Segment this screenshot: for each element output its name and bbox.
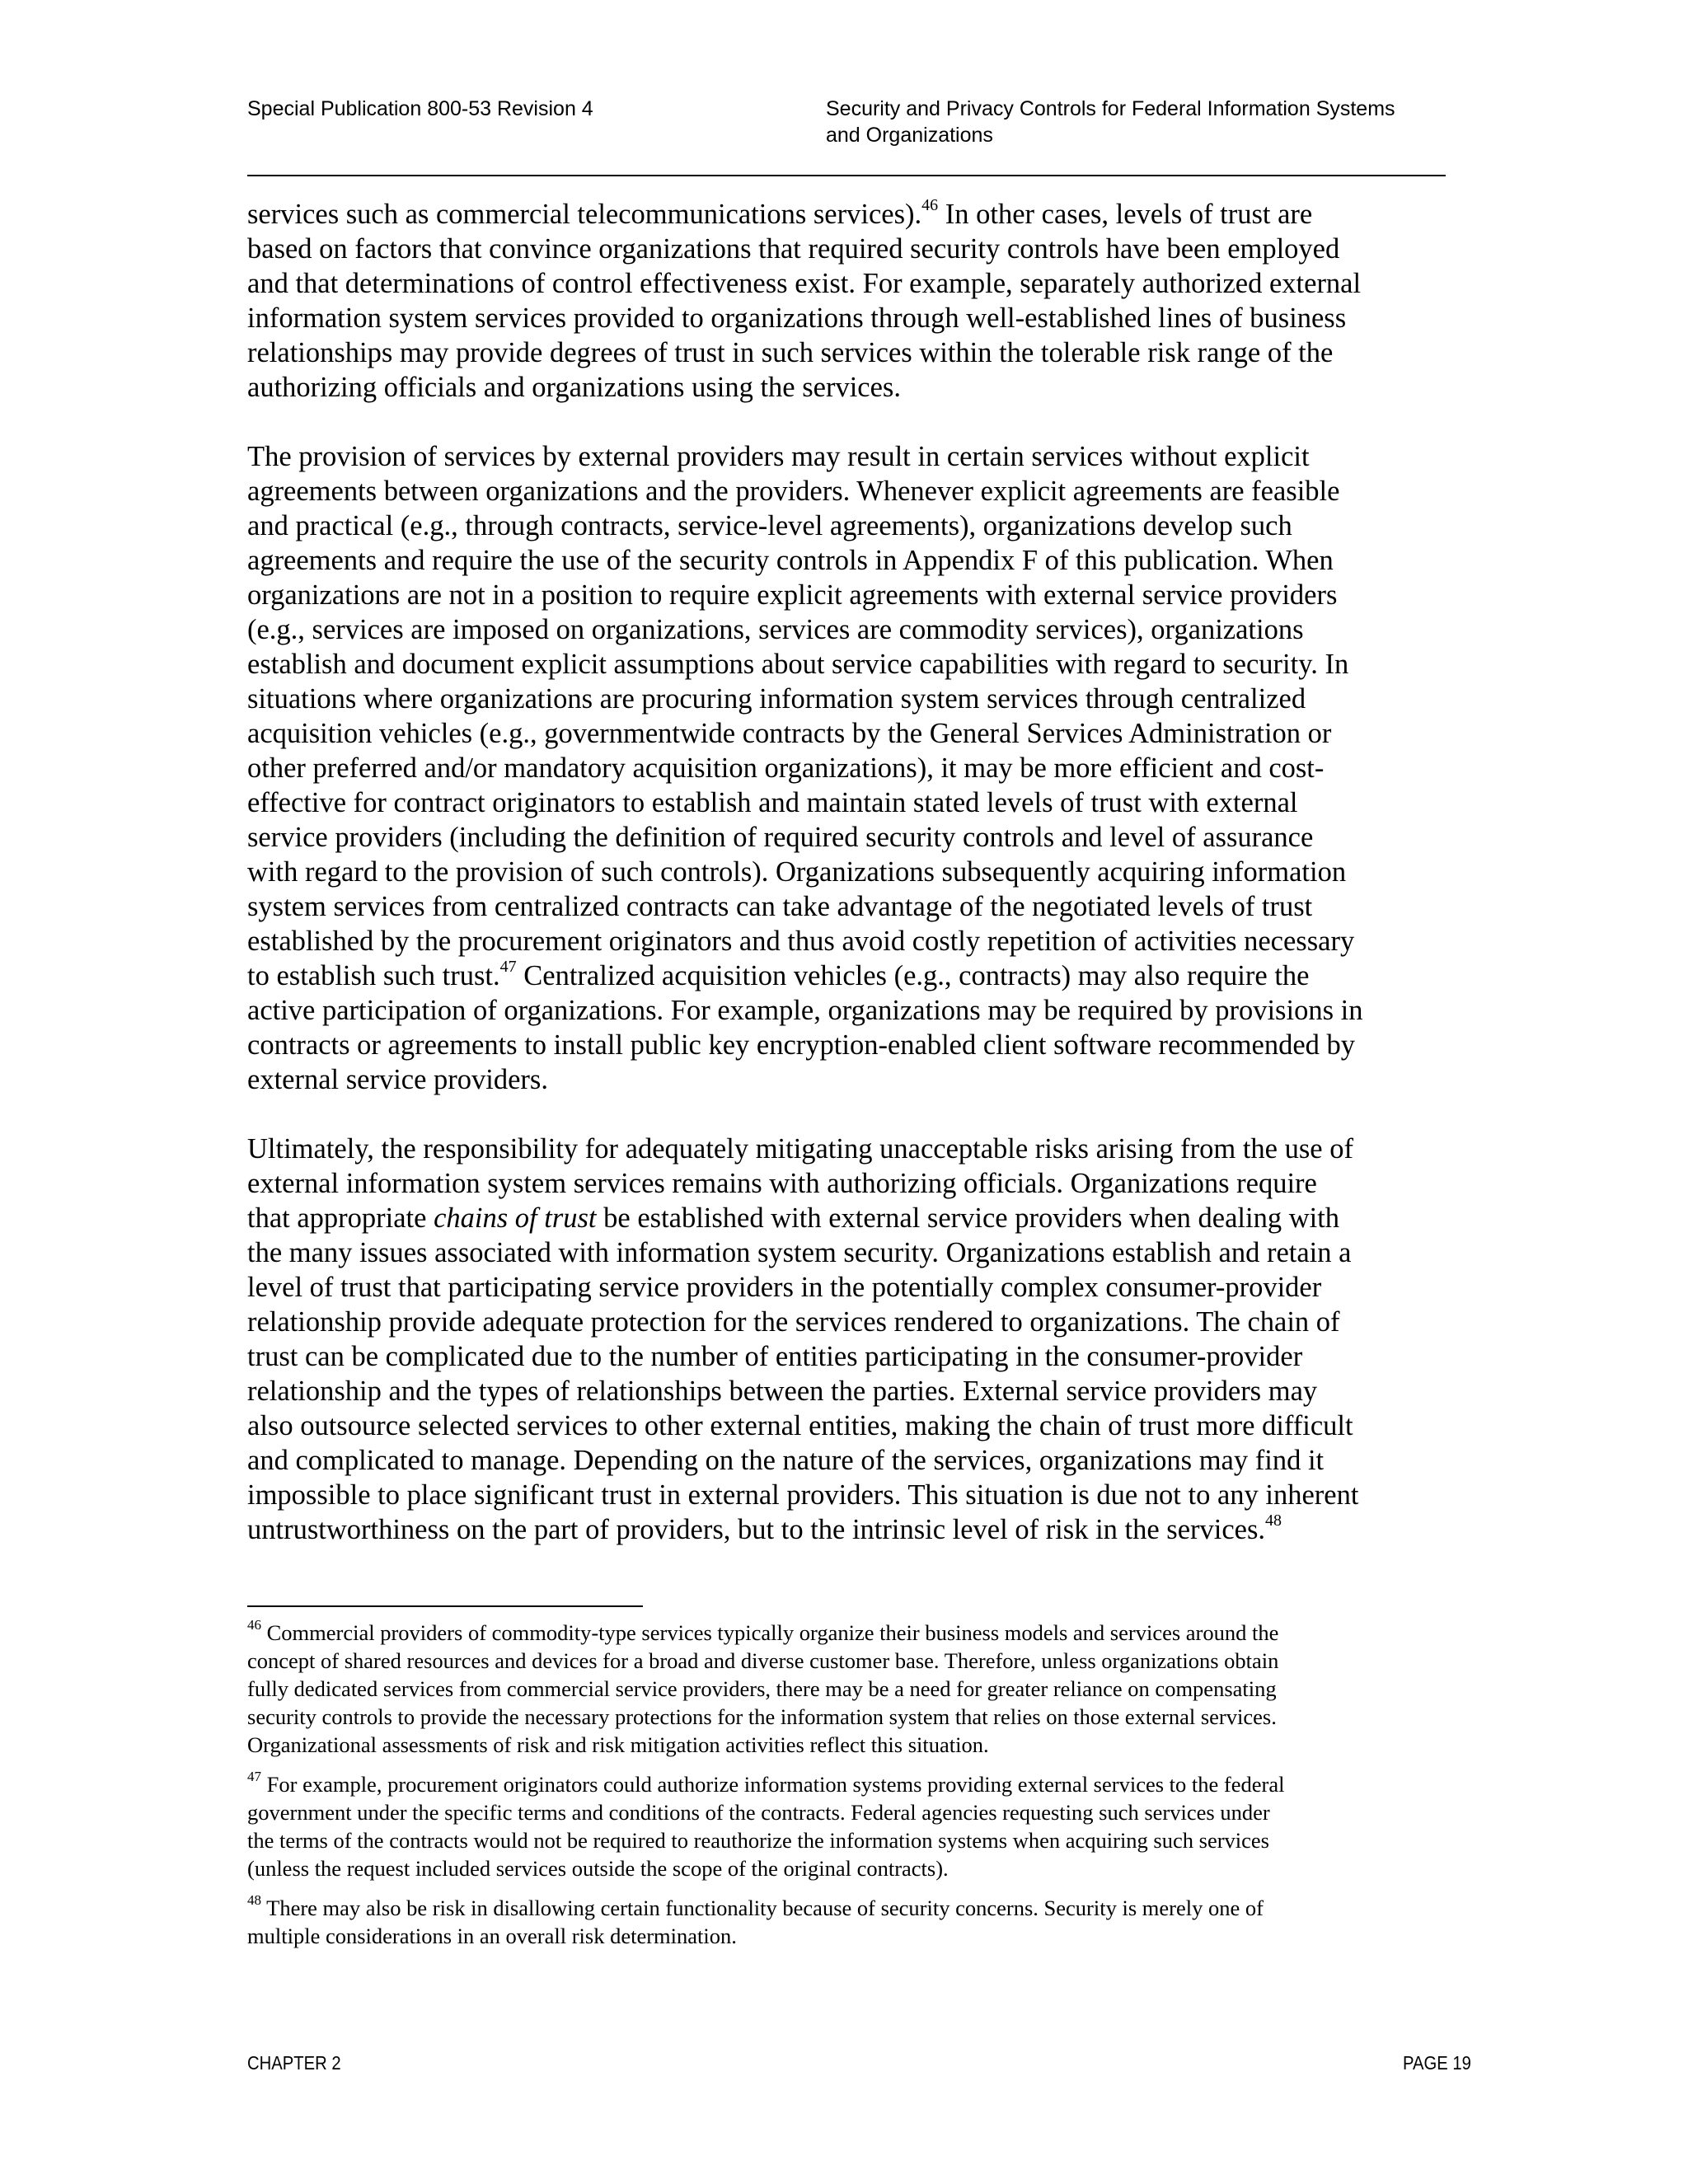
text-line: acquisition vehicles (e.g., governmentwide contracts by the General Services Administration or xyxy=(247,718,1332,749)
footnote-number: 47 xyxy=(247,1769,261,1785)
emphasis-chains-of-trust: chains of trust xyxy=(434,1202,597,1234)
footnote-number: 48 xyxy=(247,1892,261,1909)
text-line: $^{48}$ There may also be risk in disallowing certain functionality because of security concerns. Security is merely one of xyxy=(247,1892,1264,1920)
text-line: untrustworthiness on the part of providers, but to the intrinsic level of risk in the services.$^{48}$ xyxy=(247,1511,1282,1545)
text-line: active participation of organizations. For example, organizations may be required by provisions in xyxy=(247,995,1363,1026)
text-line: services such as commercial telecommunications services).$^{46}$ In other cases, levels of trust are xyxy=(247,195,1313,230)
text-line: government under the specific terms and conditions of the contracts. Federal agencies requesting such services under xyxy=(247,1800,1270,1825)
footer-chapter: CHAPTER 2 xyxy=(247,2052,341,2074)
footnote-ref-46[interactable]: 46 xyxy=(921,195,939,214)
paragraph-1 xyxy=(247,197,1447,405)
text-line: that appropriate chains of trust be established with external service providers when dealing with xyxy=(247,1202,1340,1234)
main-body xyxy=(247,197,1447,1582)
paragraph-2 xyxy=(247,439,1447,1097)
text-line: trust can be complicated due to the number of entities participating in the consumer-provider xyxy=(247,1341,1303,1372)
text-line: Ultimately, the responsibility for adequately mitigating unacceptable risks arising from the use of xyxy=(247,1133,1353,1165)
text-line: agreements and require the use of the security controls in Appendix F of this publication. When xyxy=(247,545,1334,576)
text-line: organizations are not in a position to require explicit agreements with external service providers xyxy=(247,579,1338,611)
text-line: information system services provided to organizations through well-established lines of business xyxy=(247,302,1347,334)
text-line: with regard to the provision of such controls). Organizations subsequently acquiring information xyxy=(247,856,1347,888)
text-line: the terms of the contracts would not be required to reauthorize the information systems when acquiring such services xyxy=(247,1828,1269,1853)
text-line: service providers (including the definition of required security controls and level of assurance xyxy=(247,822,1314,853)
footnotes xyxy=(247,1619,1447,1961)
text-line: system services from centralized contracts can take advantage of the negotiated levels of trust xyxy=(247,891,1313,922)
header-title-line-1: Security and Privacy Controls for Federal Information Systems xyxy=(826,97,1395,120)
text-line: established by the procurement originators and thus avoid costly repetition of activities necessary xyxy=(247,926,1355,957)
footnote-47 xyxy=(247,1770,1447,1882)
header-divider xyxy=(247,175,1446,176)
text-line: agreements between organizations and the providers. Whenever explicit agreements are feasible xyxy=(247,476,1340,507)
text-line: Organizational assessments of risk and risk mitigation activities reflect this situation. xyxy=(247,1732,989,1757)
text-line: and complicated to manage. Depending on the nature of the services, organizations may find it xyxy=(247,1445,1325,1476)
text-line: based on factors that convince organizations that required security controls have been employed xyxy=(247,233,1340,265)
header-document-title xyxy=(826,96,1452,148)
text-line: (unless the request included services outside the scope of the original contracts). xyxy=(247,1856,949,1881)
footnote-number: 46 xyxy=(247,1617,261,1633)
text-line: multiple considerations in an overall risk determination. xyxy=(247,1924,737,1948)
text-line: contracts or agreements to install public key encryption-enabled client software recommended by xyxy=(247,1029,1356,1061)
text-line: $^{46}$ Commercial providers of commodity-type services typically organize their business models and services around the xyxy=(247,1617,1279,1645)
text-line: and practical (e.g., through contracts, service-level agreements), organizations develop such xyxy=(247,510,1292,541)
text-line: relationships may provide degrees of trust in such services within the tolerable risk range of the xyxy=(247,337,1334,368)
text-line: and that determinations of control effectiveness exist. For example, separately authorized external xyxy=(247,268,1362,299)
footnote-separator xyxy=(247,1605,643,1607)
text-line: (e.g., services are imposed on organizations, services are commodity services), organizations xyxy=(247,614,1304,645)
text-line: level of trust that participating service providers in the potentially complex consumer-provider xyxy=(247,1272,1322,1303)
text-line: impossible to place significant trust in external providers. This situation is due not to any inherent xyxy=(247,1479,1359,1511)
header-title-line-2: and Organizations xyxy=(826,124,993,147)
text-line: to establish such trust.$^{47}$ Centralized acquisition vehicles (e.g., contracts) may also require the xyxy=(247,957,1310,991)
text-line: concept of shared resources and devices for a broad and diverse customer base. Therefore, unless organizations obtain xyxy=(247,1648,1279,1673)
footnote-46 xyxy=(247,1619,1447,1759)
text-line: other preferred and/or mandatory acquisition organizations), it may be more efficient and cost- xyxy=(247,752,1325,784)
text-line: external service providers. xyxy=(247,1064,548,1095)
text-line: effective for contract originators to establish and maintain stated levels of trust with external xyxy=(247,787,1298,818)
text-line: also outsource selected services to other external entities, making the chain of trust more difficult xyxy=(247,1410,1353,1441)
text-line: $^{47}$ For example, procurement originators could authorize information systems providing external services to the federal xyxy=(247,1769,1285,1797)
text-line: relationship and the types of relationships between the parties. External service providers may xyxy=(247,1376,1318,1407)
footnote-ref-47[interactable]: 47 xyxy=(499,957,517,976)
paragraph-3 xyxy=(247,1132,1447,1547)
text-line: security controls to provide the necessary protections for the information system that relies on those external services. xyxy=(247,1704,1277,1729)
header-publication-id: Special Publication 800-53 Revision 4 xyxy=(247,97,593,120)
footnote-ref-48[interactable]: 48 xyxy=(1265,1511,1282,1530)
text-line: relationship provide adequate protection for the services rendered to organizations. The chain of xyxy=(247,1306,1340,1338)
text-line: the many issues associated with information system security. Organizations establish and retain a xyxy=(247,1237,1352,1268)
text-line: The provision of services by external providers may result in certain services without explicit xyxy=(247,441,1310,472)
footnote-48 xyxy=(247,1894,1447,1950)
text-line: external information system services remains with authorizing officials. Organizations require xyxy=(247,1168,1317,1199)
text-line: situations where organizations are procuring information system services through centralized xyxy=(247,683,1306,715)
text-line: authorizing officials and organizations using the services. xyxy=(247,372,901,403)
footer-page-number: PAGE 19 xyxy=(1403,2052,1471,2074)
text-line: establish and document explicit assumptions about service capabilities with regard to security. In xyxy=(247,649,1349,680)
text-line: fully dedicated services from commercial service providers, there may be a need for greater reliance on compensating xyxy=(247,1676,1277,1701)
